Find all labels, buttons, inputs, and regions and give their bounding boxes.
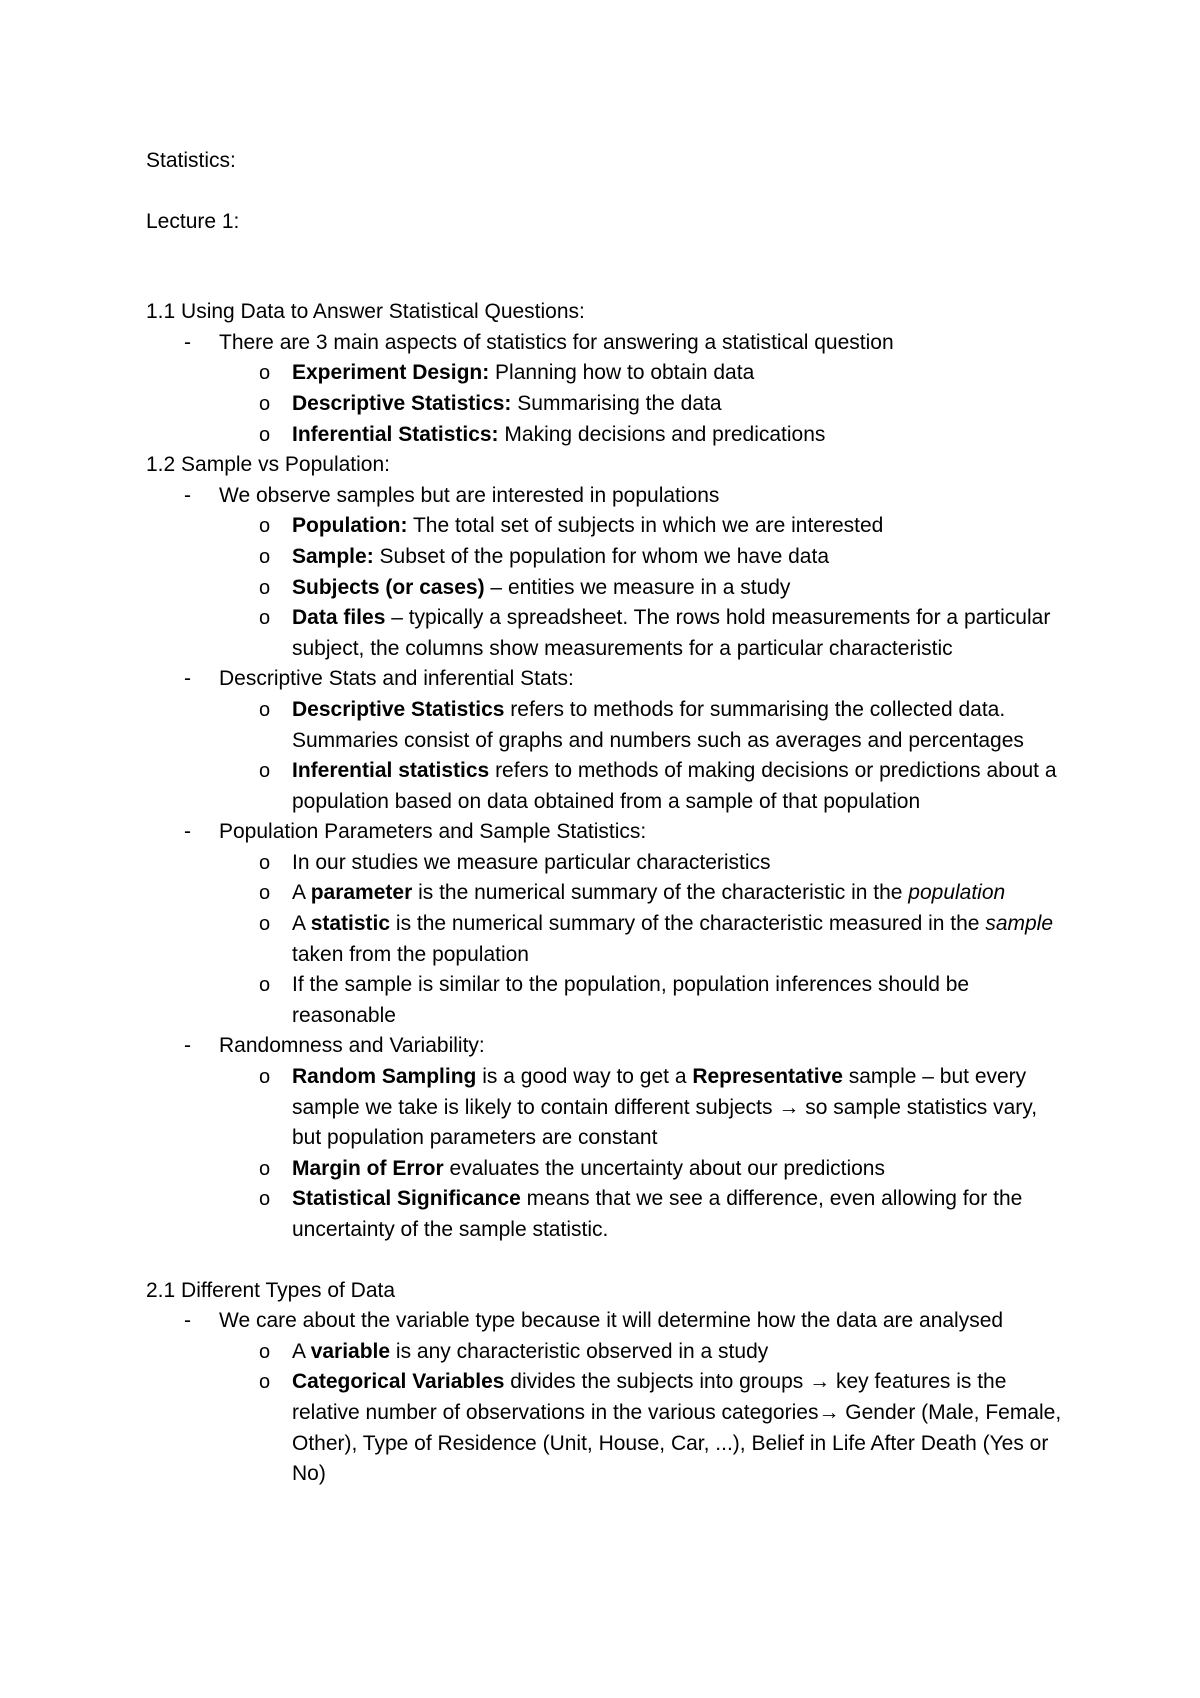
bold-term: Categorical Variables <box>292 1370 505 1394</box>
circle-bullet: o <box>259 698 271 721</box>
circle-item-text: A variable is any characteristic observed in a study <box>292 1339 769 1363</box>
circle-item-text: Random Sampling is a good way to get a Representative sample – but every sample we take is likely to contain different subjects → so sample statistics vary, but population parameters are constant <box>292 1065 1038 1150</box>
bold-term: Experiment Design: <box>292 361 490 385</box>
dash-list <box>146 481 1066 1246</box>
circle-bullet: o <box>259 392 271 415</box>
circle-item-text: Descriptive Statistics refers to methods for summarising the collected data. Summaries consist of graphs and numbers such as averages and percentages <box>292 697 1024 752</box>
circle-item-text: Experiment Design: Planning how to obtain data <box>292 361 755 385</box>
circle-item <box>219 848 1066 879</box>
circle-item <box>219 695 1066 756</box>
section-heading: 2.1 Different Types of Data <box>146 1278 396 1302</box>
circle-item <box>219 1062 1066 1154</box>
italic-term: sample <box>985 912 1054 936</box>
circle-list <box>219 511 1066 664</box>
dash-list <box>146 1306 1066 1490</box>
bold-term: Representative <box>692 1065 843 1089</box>
circle-bullet: o <box>259 851 271 874</box>
dash-item-text: We observe samples but are interested in populations <box>219 483 720 507</box>
lecture-heading: Lecture 1: <box>146 209 240 233</box>
circle-bullet: o <box>259 882 271 905</box>
circle-item <box>219 756 1066 817</box>
bold-term: parameter <box>310 881 413 905</box>
circle-item-text: If the sample is similar to the population, population inferences should be reasonable <box>292 973 970 1027</box>
section-heading: 1.2 Sample vs Population: <box>146 453 390 477</box>
circle-item <box>219 878 1066 909</box>
dash-item <box>146 328 1066 450</box>
dash-item <box>146 817 1066 1031</box>
bold-term: Sample: <box>292 544 374 568</box>
circle-item-text: A statistic is the numerical summary of the characteristic measured in the sample taken from the population <box>292 912 1054 966</box>
bold-term: Subjects (or cases) <box>292 575 485 599</box>
dash-item <box>146 1306 1066 1490</box>
bold-term: Population: <box>292 514 408 538</box>
circle-bullet: o <box>259 1188 271 1211</box>
dash-bullet: - <box>184 1034 191 1058</box>
circle-item-text: A parameter is the numerical summary of the characteristic in the population <box>292 881 1006 905</box>
dash-bullet: - <box>184 483 191 507</box>
bold-term: statistic <box>310 912 391 936</box>
circle-bullet: o <box>259 913 271 936</box>
circle-item-text: Population: The total set of subjects in which we are interested <box>292 514 884 538</box>
circle-list <box>219 1062 1066 1246</box>
circle-bullet: o <box>259 974 271 997</box>
bold-term: Margin of Error <box>292 1156 444 1180</box>
bold-term: variable <box>310 1339 391 1363</box>
circle-bullet: o <box>259 607 271 630</box>
circle-bullet: o <box>259 760 271 783</box>
bold-term: Random Sampling <box>292 1065 477 1089</box>
dash-item-text: Population Parameters and Sample Statistics: <box>219 820 647 844</box>
circle-item <box>219 603 1066 664</box>
dash-bullet: - <box>184 1309 191 1333</box>
bold-term: Descriptive Statistics: <box>292 391 512 415</box>
dash-item-text: Descriptive Stats and inferential Stats: <box>219 667 574 691</box>
circle-item-text: Inferential Statistics: Making decisions and predications <box>292 422 826 446</box>
circle-item-text: In our studies we measure particular characteristics <box>292 850 771 874</box>
dash-item-text: We care about the variable type because it will determine how the data are analysed <box>219 1309 1004 1333</box>
circle-item <box>219 511 1066 542</box>
circle-bullet: o <box>259 515 271 538</box>
circle-item-text: Sample: Subset of the population for whom we have data <box>292 544 829 568</box>
dash-bullet: - <box>184 667 191 691</box>
circle-bullet: o <box>259 423 271 446</box>
circle-item <box>219 1337 1066 1368</box>
circle-item-text: Descriptive Statistics: Summarising the data <box>292 391 722 415</box>
circle-list <box>219 358 1066 450</box>
circle-item-text: Subjects (or cases) – entities we measure in a study <box>292 575 791 599</box>
circle-item-text: Margin of Error evaluates the uncertainty about our predictions <box>292 1156 885 1180</box>
circle-item <box>219 358 1066 389</box>
circle-bullet: o <box>259 1371 271 1394</box>
circle-item <box>219 1154 1066 1185</box>
circle-bullet: o <box>259 1157 271 1180</box>
bold-term: Descriptive Statistics <box>292 697 505 721</box>
bold-term: Inferential Statistics: <box>292 422 499 446</box>
bold-term: Inferential statistics <box>292 759 490 783</box>
circle-item-text: Statistical Significance means that we see a difference, even allowing for the uncertainty of the sample statistic. <box>292 1187 1023 1241</box>
circle-item <box>219 542 1066 573</box>
circle-item <box>219 909 1066 970</box>
bold-term: Statistical Significance <box>292 1187 521 1211</box>
bold-term: Data files <box>292 606 386 630</box>
dash-item-text: Randomness and Variability: <box>219 1034 485 1058</box>
circle-item <box>219 389 1066 420</box>
document-title: Statistics: <box>146 149 236 172</box>
dash-bullet: - <box>184 820 191 844</box>
dash-item <box>146 1031 1066 1245</box>
circle-list <box>219 695 1066 817</box>
circle-item <box>219 1367 1066 1489</box>
circle-bullet: o <box>259 545 271 568</box>
circle-bullet: o <box>259 1340 271 1363</box>
circle-bullet: o <box>259 1066 271 1089</box>
dash-list <box>146 328 1066 450</box>
circle-item <box>219 573 1066 604</box>
document-body <box>146 146 1066 1490</box>
dash-item <box>146 664 1066 817</box>
sections-container <box>146 297 1066 1490</box>
circle-item-text: Data files – typically a spreadsheet. The rows hold measurements for a particular subject, the columns show measurements for a particular characteristic <box>292 606 1051 660</box>
circle-list <box>219 848 1066 1032</box>
dash-item-text: There are 3 main aspects of statistics for answering a statistical question <box>219 330 894 354</box>
italic-term: population <box>908 881 1006 905</box>
circle-item-text: Inferential statistics refers to methods of making decisions or predictions about a population based on data obtained from a sample of that population <box>292 759 1057 813</box>
circle-item <box>219 1184 1066 1245</box>
dash-bullet: - <box>184 330 191 354</box>
section-heading: 1.1 Using Data to Answer Statistical Questions: <box>146 300 585 324</box>
circle-item-text: Categorical Variables divides the subjects into groups → key features is the relative number of observations in the various categories→ Gender (Male, Female, Other), Type of Residence (Unit, House, Car, ...), Belief in Life After Death (Yes or No) <box>292 1370 1062 1486</box>
circle-bullet: o <box>259 362 271 385</box>
circle-list <box>219 1337 1066 1490</box>
circle-item <box>219 970 1066 1031</box>
circle-item <box>219 420 1066 451</box>
circle-bullet: o <box>259 576 271 599</box>
dash-item <box>146 481 1066 665</box>
